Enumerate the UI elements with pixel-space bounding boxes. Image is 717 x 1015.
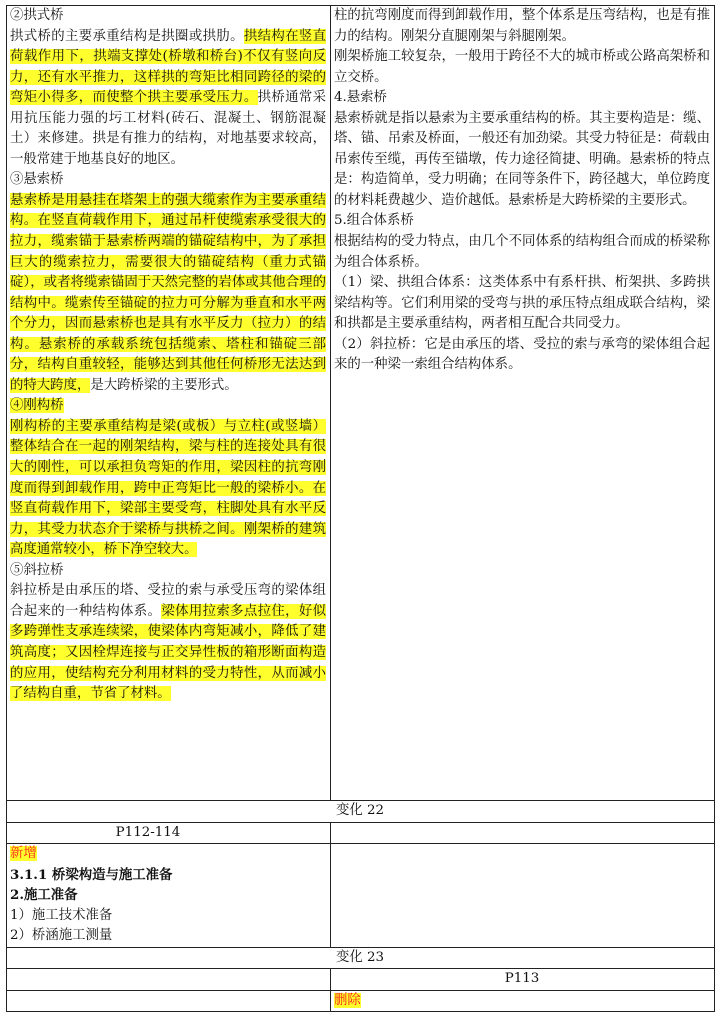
heading-rigid-frame-bridge	[10, 396, 326, 417]
change-22-header-row	[7, 801, 715, 823]
beam-arch-text: （1）梁、拱组合体系：这类体系中有系杆拱、桁架拱、多跨拱梁结构等。它们利用梁的受弯与拱的承压特点组成联合结构，梁和拱都是主要承重结构，两者相互配合共同受力。	[334, 275, 710, 332]
change-23-header-row	[7, 947, 715, 969]
change-23-page-ref: P113	[331, 969, 715, 991]
heading-arch-bridge: ②拱式桥	[10, 8, 64, 23]
change-23-title: 变化 23	[7, 947, 715, 969]
rigid-frame-bridge-text	[10, 417, 326, 561]
highlight: 梁体用拉索多点拉住，好似多跨弹性支承连续梁，使梁体内弯矩减小，降低了建筑高度；又因栓焊连接与正交异性板的箱形断面构造的应用，使结构充分利用材料的受力特性，从而减小了结构自重，节省了材料。	[10, 603, 327, 702]
change-22-page-ref: P112-114	[7, 822, 331, 844]
heading-cable-stayed-bridge: ⑤斜拉桥	[10, 562, 64, 578]
right-column	[331, 6, 715, 801]
change-22-title: 变化 22	[7, 801, 715, 823]
heading-suspension: 4.悬索桥	[334, 90, 387, 106]
change-23-page-row	[7, 969, 715, 991]
deleted-tag: 删除	[334, 992, 361, 1008]
change-23-content	[331, 990, 715, 1012]
suspension-bridge-text: 悬索桥是用悬挂在塔架上的强大缆索作为主要承重结构。在竖直荷载作用下，通过吊杆使缆索承受很大的拉力，缆索锚于悬索桥两端的锚碇结构中，为了承担巨大的缆索拉力，需要很大的锚碇结构（重力式锚碇），或者将缆索锚固于天然完整的岩体或其他合理的结构中。缆索传至锚碇的拉力可分解为垂直和水平两个分力，因而悬索桥也是具有水平反力（拉力）的结构。悬索桥的承载系统包括缆索、塔柱和锚碇三部分，结构自重较轻，能够达到其他任何桥形无法达到的特大跨度，是大跨桥梁的主要形式。	[10, 192, 326, 393]
list-item: 2）桥涵施工测量	[10, 928, 113, 944]
arch-bridge-text: 拱式桥的主要承重结构是拱圈或拱肋。拱结构在竖直荷载作用下，拱端支撑处(桥墩和桥台)不仅有竖向反力，还有水平推力，这样拱的弯矩比相同跨径的梁的弯矩小得多，而使整个拱主要承受压力。拱桥通常采用抗压能力强的圬工材料(砖石、混凝土、钢筋混凝土）来修建。拱是有推力的结构，对地基要求较高，一般常建于地基良好的地区。	[10, 28, 327, 167]
list-item: 1）施工技术准备	[10, 907, 113, 923]
highlight: 悬索桥是用悬挂在塔架上的强大缆索作为主要承重结构。在竖直荷载作用下，通过吊杆使缆索承受很大的拉力，缆索锚于悬索桥两端的锚碇结构中，为了承担巨大的缆索拉力，需要很大的锚碇结构（重力式锚碇），或者将缆索锚固于天然完整的岩体或其他合理的结构中。缆索传至锚碇的拉力可分解为垂直和水平两个分力，因而悬索桥也是具有水平反力（拉力）的结构。悬索桥的承载系统包括缆索、塔柱和锚碇三部分，结构自重较轻，能够达到其他任何桥形无法达到的特大跨度，	[10, 192, 326, 393]
empty-cell	[7, 990, 331, 1012]
composite-text: 根据结构的受力特点，由几个不同体系的结构组合而成的桥梁称为组合体系桥。	[334, 234, 710, 270]
change-22-page-row	[7, 822, 715, 844]
change-22-content	[7, 844, 331, 948]
rigid-frame-continued: 柱的抗弯刚度而得到卸载作用，整个体系是压弯结构，也是有推力的结构。刚架分直腿刚架与斜腿刚架。	[334, 8, 710, 44]
content-row	[7, 6, 715, 801]
comparison-page	[6, 5, 714, 1015]
left-column	[7, 6, 331, 801]
heading-suspension-bridge: ③悬索桥	[10, 172, 64, 188]
rigid-frame-construction: 刚架桥施工较复杂，一般用于跨径不大的城市桥或公路高架桥和立交桥。	[334, 49, 710, 85]
added-tag: 新增	[10, 846, 37, 862]
section-title: 3.1.1 桥梁构造与施工准备	[10, 866, 173, 883]
highlight: 拱结构在竖直荷载作用下，拱端支撑处(桥墩和桥台)不仅有竖向反力，还有水平推力，这样拱的弯矩比相同跨径的梁的弯矩小得多，而使整个拱主要承受压力。	[10, 28, 327, 106]
empty-cell	[7, 969, 331, 991]
comparison-table	[6, 5, 715, 1012]
cable-stayed-text: （2）斜拉桥：它是由承压的塔、受拉的索与承弯的梁体组合起来的一种梁一索组合结构体系。	[334, 336, 710, 373]
change-22-content-row	[7, 844, 715, 948]
empty-cell	[331, 844, 715, 948]
heading-composite: 5.组合体系桥	[334, 213, 414, 229]
subsection-title: 2.施工准备	[10, 887, 78, 904]
change-23-content-row	[7, 990, 715, 1012]
cable-stayed-bridge-text: 斜拉桥是由承压的塔、受拉的索与承受压弯的梁体组合起来的一种结构体系。梁体用拉索多点拉住，好似多跨弹性支承连续梁，使梁体内弯矩减小，降低了建筑高度；又因栓焊连接与正交异性板的箱形断面构造的应用，使结构充分利用材料的受力特性，从而减小了结构自重，节省了材料。	[10, 583, 327, 702]
suspension-text: 悬索桥就是指以悬索为主要承重结构的桥。其主要构造是：缆、塔、锚、吊索及桥面，一般还有加劲梁。其受力特征是：荷载由吊索传至缆，再传至锚墩，传力途径简捷、明确。悬索桥的特点是：构造简单，受力明确；在同等条件下，跨径越大，单位跨度的材料耗费越少、造价越低。悬索桥是大跨桥梁的主要形式。	[334, 110, 710, 208]
empty-cell	[331, 822, 715, 844]
highlight: 刚构桥的主要承重结构是梁(或板）与立柱(或竖墙）整体结合在一起的刚架结构，梁与柱的连接处具有很大的刚性，可以承担负弯矩的作用，梁因柱的抗弯刚度而得到卸载作用，跨中正弯矩比一般的梁桥小。在竖直荷载作用下，梁部主要受弯，柱脚处具有水平反力，其受力状态介于梁桥与拱桥之间。刚架桥的建筑高度通常较小，桥下净空较大。	[10, 418, 326, 558]
highlight: ④刚构桥	[10, 398, 64, 414]
